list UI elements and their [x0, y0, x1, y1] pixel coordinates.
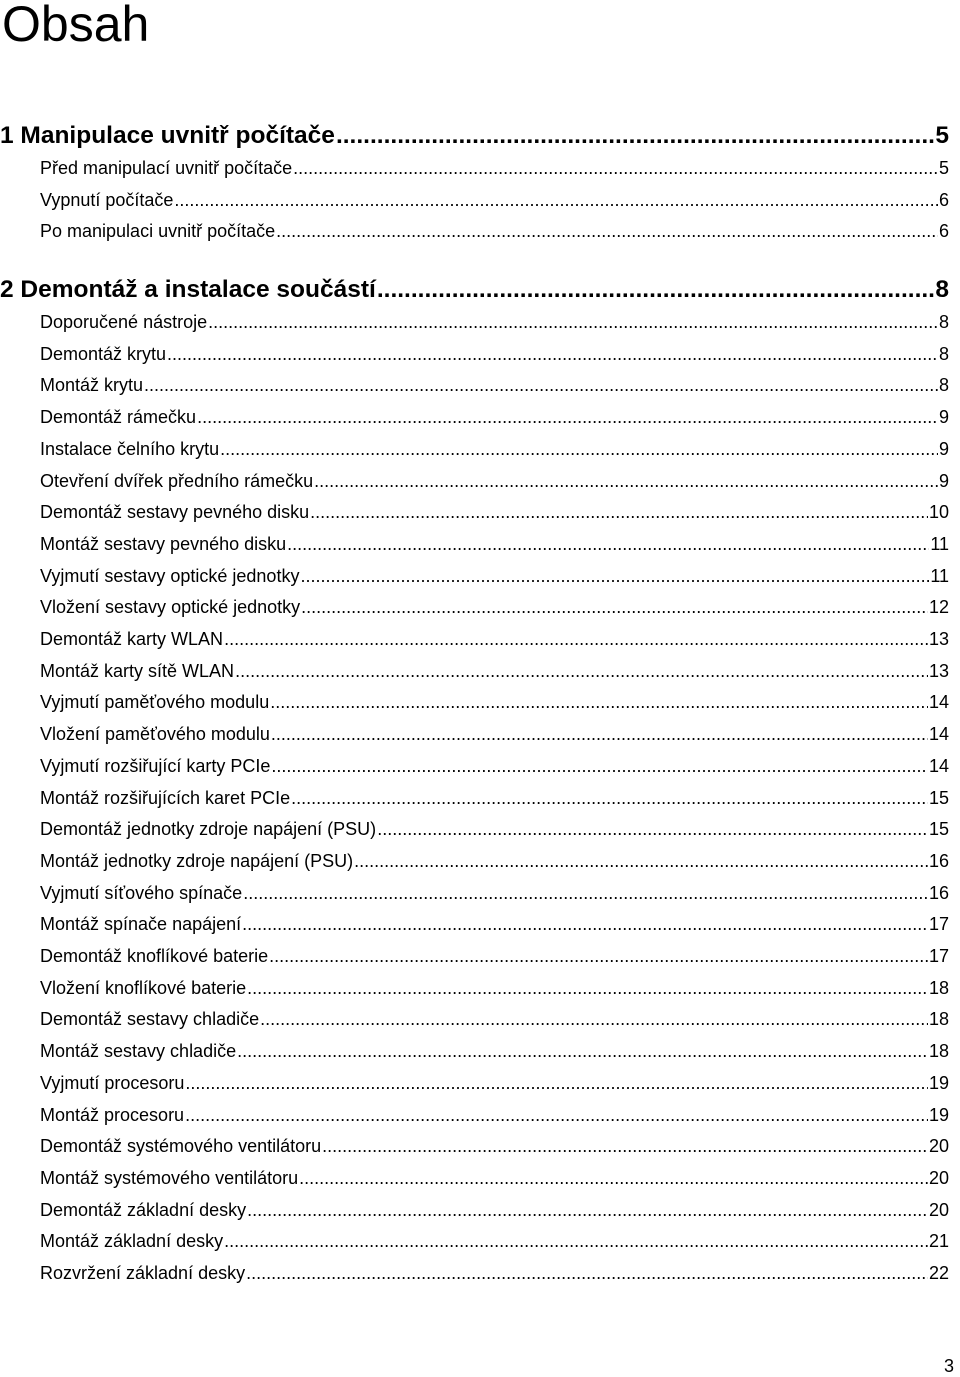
toc-section-entry[interactable] [40, 375, 949, 401]
toc-leader-dots [271, 724, 928, 745]
toc-entry-page: 16 [928, 850, 949, 871]
toc-entry-label: Demontáž systémového ventilátoru [40, 1136, 322, 1157]
toc-entry-label: Vyjmutí paměťového modulu [40, 692, 270, 713]
toc-section-entry[interactable] [40, 851, 949, 877]
toc-leader-dots [377, 819, 928, 840]
toc-entry-label: Demontáž krytu [40, 343, 167, 364]
toc-leader-dots [246, 1263, 928, 1284]
toc-leader-dots [224, 1231, 928, 1252]
toc-entry-page: 19 [928, 1072, 949, 1093]
toc-section-entry[interactable] [40, 756, 949, 782]
toc-entry-page: 9 [938, 407, 949, 428]
toc-entry-label: Demontáž karty WLAN [40, 629, 224, 649]
toc-section-entry[interactable] [40, 534, 949, 560]
toc-leader-dots [247, 1200, 928, 1221]
toc-leader-dots [167, 344, 938, 365]
toc-entry-page: 8 [938, 375, 949, 396]
toc-entry-page: 9 [938, 470, 949, 491]
toc-leader-dots [174, 190, 938, 211]
toc-leader-dots [260, 1009, 928, 1030]
toc-entry-page: 20 [928, 1167, 949, 1188]
toc-section-entry[interactable] [40, 1168, 949, 1194]
toc-entry-page: 6 [938, 221, 949, 242]
toc-chapter-entry[interactable] [0, 276, 949, 306]
toc-entry-page: 13 [928, 629, 949, 649]
toc-entry-page: 9 [938, 438, 949, 459]
toc-section-entry[interactable] [40, 597, 949, 623]
toc-section-entry[interactable] [40, 407, 949, 433]
toc-leader-dots [144, 375, 938, 396]
toc-entry-label: 1 Manipulace uvnitř počítače [0, 122, 335, 149]
toc-leader-dots [185, 1073, 928, 1094]
toc-section-entry[interactable] [40, 1231, 949, 1257]
toc-section-entry[interactable] [40, 312, 949, 338]
toc-leader-dots [220, 439, 938, 460]
toc-entry-label: Montáž spínače napájení [40, 914, 242, 935]
toc-leader-dots [197, 407, 938, 428]
toc-entry-page: 10 [928, 502, 949, 523]
toc-leader-dots [270, 692, 928, 713]
toc-entry-page: 18 [928, 977, 949, 998]
toc-leader-dots [300, 566, 929, 587]
toc-section-entry[interactable] [40, 724, 949, 750]
toc-entry-label: Demontáž sestavy chladiče [40, 1009, 260, 1030]
toc-section-entry[interactable] [40, 566, 949, 592]
toc-entry-page: 11 [930, 565, 949, 586]
toc-entry-page: 22 [928, 1263, 949, 1283]
toc-section-entry[interactable] [40, 190, 949, 216]
toc-leader-dots [291, 788, 928, 809]
toc-entry-label: Doporučené nástroje [40, 312, 208, 332]
toc-leader-dots [293, 158, 938, 179]
toc-section-entry[interactable] [40, 439, 949, 465]
toc-entry-label: Demontáž rámečku [40, 407, 197, 428]
toc-entry-label: Montáž rozšiřujících karet PCIe [40, 787, 291, 808]
toc-entry-page: 15 [928, 819, 949, 840]
toc-entry-page: 15 [928, 787, 949, 808]
toc-entry-page: 5 [938, 158, 949, 178]
toc-leader-dots [243, 883, 928, 904]
toc-leader-dots [185, 1105, 928, 1126]
toc-entry-label: Před manipulací uvnitř počítače [40, 158, 293, 178]
toc-section-entry[interactable] [40, 502, 949, 528]
toc-entry-label: Montáž karty sítě WLAN [40, 660, 235, 681]
toc-section-entry[interactable] [40, 158, 949, 184]
toc-entry-page: 21 [928, 1231, 949, 1252]
toc-entry-page: 13 [928, 660, 949, 681]
toc-leader-dots [314, 471, 938, 492]
toc-entry-label: Montáž procesoru [40, 1104, 185, 1125]
toc-entry-label: Demontáž jednotky zdroje napájení (PSU) [40, 819, 377, 840]
toc-entry-page: 14 [928, 724, 949, 745]
toc-entry-page: 5 [935, 122, 949, 149]
toc-section-entry[interactable] [40, 344, 949, 370]
toc-entry-label: Demontáž knoflíkové baterie [40, 946, 269, 966]
toc-entry-page: 8 [935, 276, 949, 303]
toc-leader-dots [377, 276, 935, 304]
toc-entry-page: 6 [938, 189, 949, 210]
toc-entry-page: 18 [928, 1009, 949, 1030]
toc-section-entry[interactable] [40, 978, 949, 1004]
page-number: 3 [943, 1356, 954, 1376]
toc-entry-label: Instalace čelního krytu [40, 438, 220, 459]
toc-leader-dots [271, 756, 928, 777]
toc-entry-label: Demontáž základní desky [40, 1199, 247, 1220]
toc-entry-page: 12 [928, 597, 949, 618]
toc-leader-dots [287, 534, 929, 555]
toc-leader-dots [322, 1136, 928, 1157]
toc-leader-dots [208, 312, 938, 333]
page-title: Obsah [2, 0, 150, 52]
toc-section-entry[interactable] [40, 1263, 949, 1289]
toc-entry-label: Vyjmutí rozšiřující karty PCIe [40, 755, 271, 776]
toc-entry-page: 17 [928, 946, 949, 966]
toc-entry-label: Montáž základní desky [40, 1231, 224, 1252]
toc-section-entry[interactable] [40, 1200, 949, 1226]
toc-entry-label: Po manipulaci uvnitř počítače [40, 221, 276, 242]
toc-entry-label: Demontáž sestavy pevného disku [40, 502, 310, 523]
toc-entry-page: 11 [930, 533, 949, 554]
toc-chapter-entry[interactable] [0, 122, 949, 152]
toc-leader-dots [299, 1168, 928, 1189]
toc-entry-label: Vypnutí počítače [40, 189, 174, 210]
toc-entry-page: 14 [928, 692, 949, 713]
toc-entry-label: Montáž sestavy pevného disku [40, 533, 287, 554]
toc-entry-label: Vyjmutí procesoru [40, 1072, 185, 1093]
toc-section-entry[interactable] [40, 692, 949, 718]
toc-section-entry[interactable] [40, 819, 949, 845]
toc-section-entry[interactable] [40, 788, 949, 814]
toc-leader-dots [242, 914, 928, 935]
toc-section-entry[interactable] [40, 883, 949, 909]
toc-section-entry[interactable] [40, 629, 949, 655]
toc-section-entry[interactable] [40, 914, 949, 940]
toc-entry-label: 2 Demontáž a instalace součástí [0, 276, 376, 303]
toc-entry-page: 18 [928, 1041, 949, 1062]
toc-entry-label: Vložení knoflíkové baterie [40, 977, 247, 998]
toc-section-entry[interactable] [40, 221, 949, 247]
toc-entry-page: 20 [928, 1136, 949, 1157]
toc-leader-dots [301, 597, 928, 618]
toc-leader-dots [235, 661, 928, 682]
toc-entry-page: 19 [928, 1104, 949, 1125]
toc-section-entry[interactable] [40, 1105, 949, 1131]
toc-entry-label: Vyjmutí sestavy optické jednotky [40, 565, 300, 586]
toc-leader-dots [276, 221, 938, 242]
toc-entry-label: Vložení sestavy optické jednotky [40, 597, 301, 618]
toc-leader-dots [269, 946, 928, 967]
toc-entry-label: Montáž krytu [40, 375, 144, 396]
toc-leader-dots [224, 629, 928, 650]
toc-entry-label: Montáž sestavy chladiče [40, 1041, 237, 1062]
toc-section-entry[interactable] [40, 1136, 949, 1162]
toc-leader-dots [247, 978, 928, 999]
toc-section-entry[interactable] [40, 946, 949, 972]
toc-leader-dots [354, 851, 928, 872]
toc-entry-label: Rozvržení základní desky [40, 1263, 246, 1283]
toc-leader-dots [310, 502, 928, 523]
toc-leader-dots [336, 122, 934, 150]
toc-section-entry[interactable] [40, 1041, 949, 1067]
toc-entry-page: 8 [938, 312, 949, 332]
toc-entry-label: Vložení paměťového modulu [40, 724, 270, 745]
toc-entry-page: 20 [928, 1199, 949, 1220]
toc-entry-label: Otevření dvířek předního rámečku [40, 470, 314, 491]
toc-entry-page: 17 [928, 914, 949, 935]
toc-section-entry[interactable] [40, 1009, 949, 1035]
toc-leader-dots [237, 1041, 928, 1062]
toc-entry-label: Montáž systémového ventilátoru [40, 1167, 299, 1188]
toc-section-entry[interactable] [40, 1073, 949, 1099]
toc-entry-page: 8 [938, 343, 949, 364]
toc-section-entry[interactable] [40, 661, 949, 687]
toc-entry-page: 14 [928, 755, 949, 776]
toc-entry-label: Vyjmutí síťového spínače [40, 882, 243, 903]
toc-entry-label: Montáž jednotky zdroje napájení (PSU) [40, 850, 354, 871]
toc-section-entry[interactable] [40, 471, 949, 497]
toc-entry-page: 16 [928, 882, 949, 903]
